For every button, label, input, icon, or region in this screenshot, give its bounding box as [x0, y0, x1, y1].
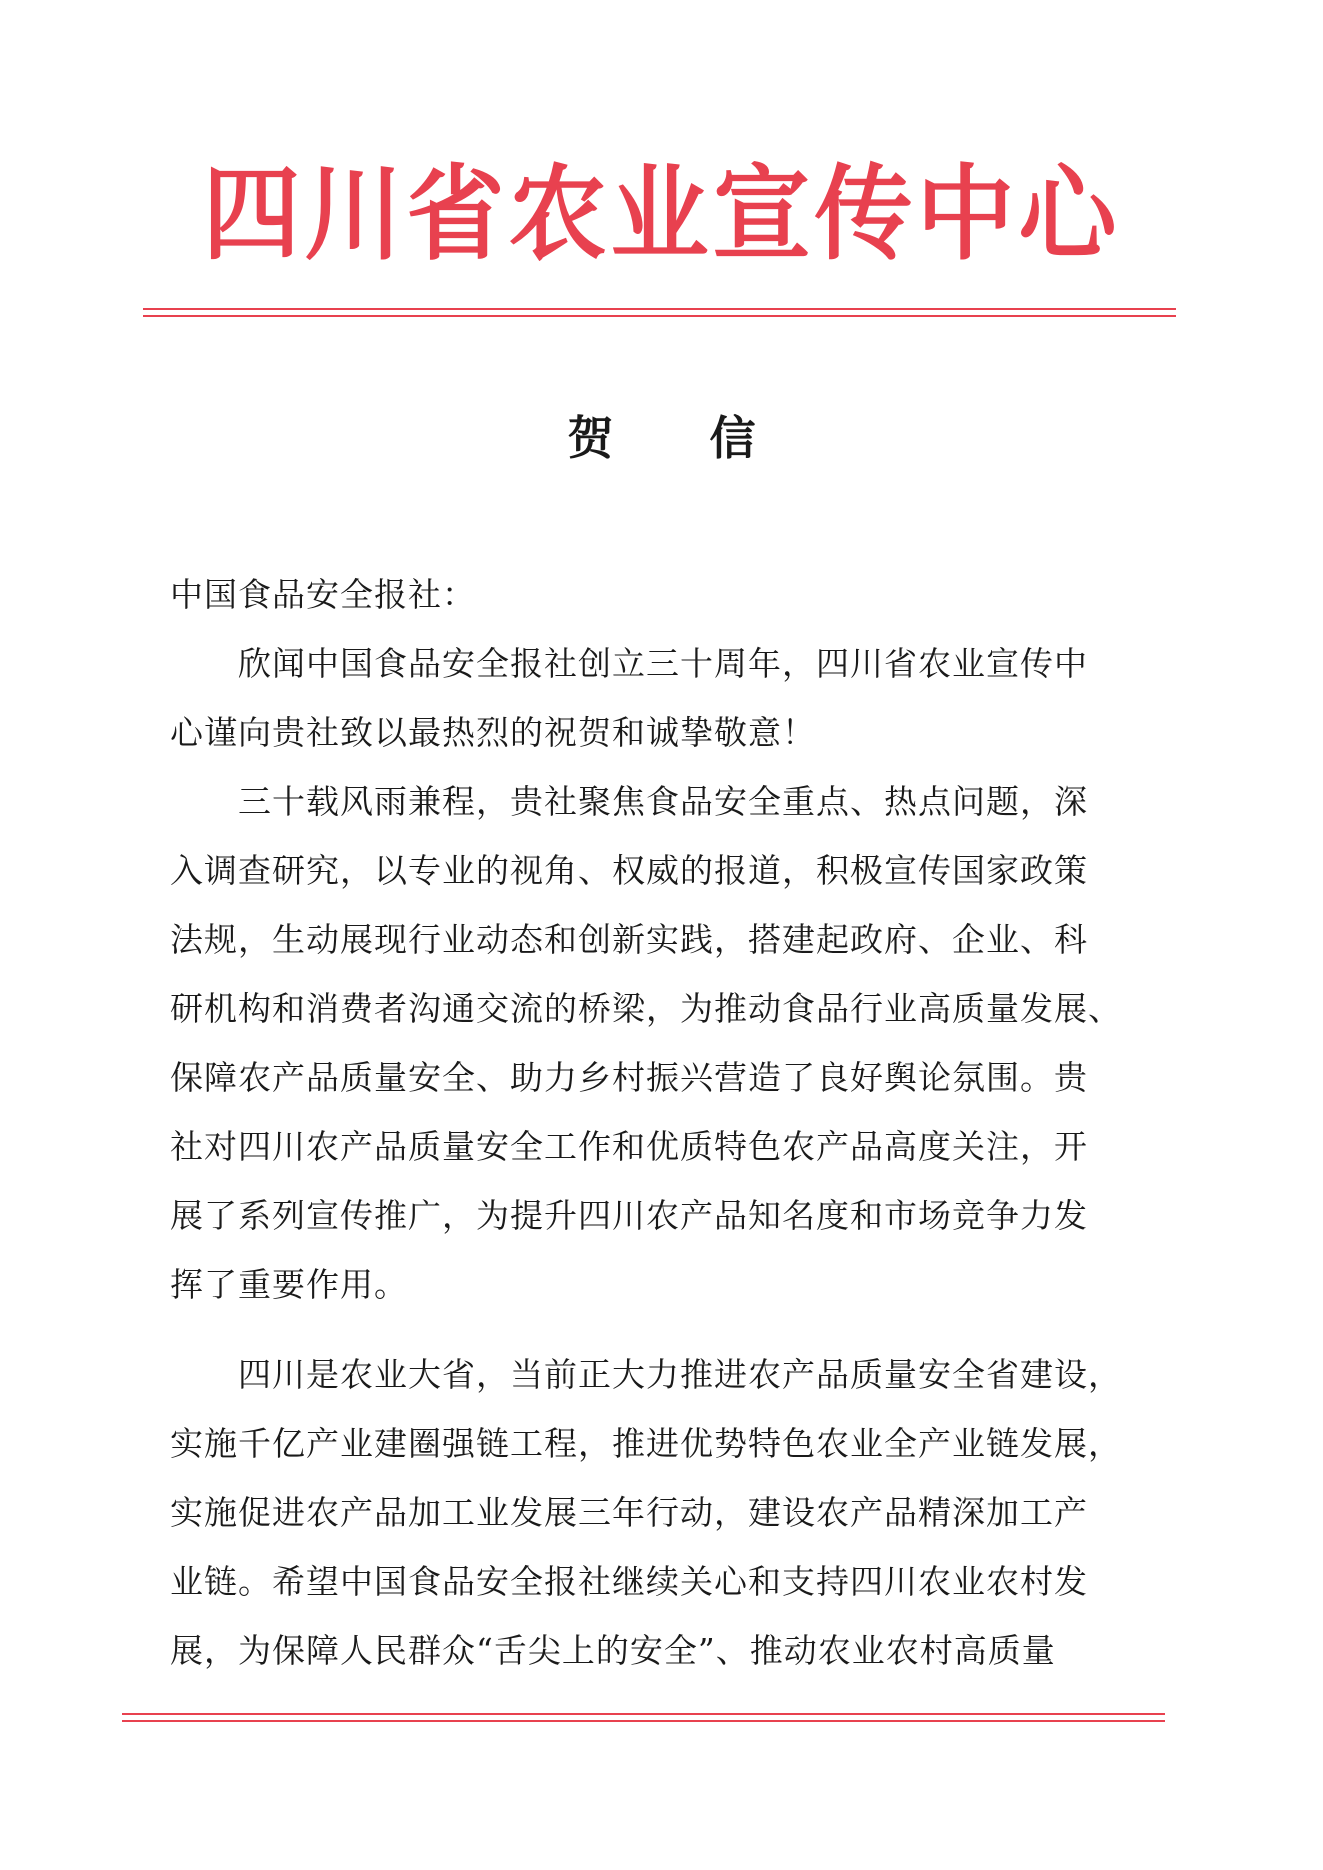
body-line: 心谨向贵社致以最热烈的祝贺和诚挚敬意！	[170, 713, 816, 752]
body-line: 研机构和消费者沟通交流的桥梁，为推动食品行业高质量发展、	[170, 989, 1122, 1028]
body-line: 社对四川农产品质量安全工作和优质特色农产品高度关注，开	[170, 1127, 1088, 1166]
body-line: 展，为保障人民群众“舌尖上的安全”、推动农业农村高质量	[170, 1631, 1056, 1670]
body-line: 四川是农业大省，当前正大力推进农产品质量安全省建设，	[170, 1355, 1122, 1394]
body-line: 展了系列宣传推广，为提升四川农产品知名度和市场竞争力发	[170, 1196, 1088, 1235]
body-line: 欣闻中国食品安全报社创立三十周年，四川省农业宣传中	[170, 644, 1088, 683]
body-line: 业链。希望中国食品安全报社继续关心和支持四川农业农村发	[170, 1562, 1088, 1601]
letterhead-double-rule-top	[143, 308, 1176, 317]
letterhead-organization: 四川省农业宣传中心	[202, 155, 1121, 275]
salutation: 中国食品安全报社：	[170, 575, 476, 614]
body-line: 挥了重要作用。	[170, 1265, 408, 1304]
body-line: 实施促进农产品加工业发展三年行动，建设农产品精深加工产	[170, 1493, 1088, 1532]
letter-title: 贺 信	[567, 411, 796, 465]
body-line: 入调查研究，以专业的视角、权威的报道，积极宣传国家政策	[170, 851, 1088, 890]
body-line: 三十载风雨兼程，贵社聚焦食品安全重点、热点问题，深	[170, 782, 1088, 821]
body-line: 实施千亿产业建圈强链工程，推进优势特色农业全产业链发展，	[170, 1424, 1122, 1463]
body-line: 法规，生动展现行业动态和创新实践，搭建起政府、企业、科	[170, 920, 1088, 959]
letterhead-double-rule-bottom	[122, 1713, 1165, 1722]
body-line: 保障农产品质量安全、助力乡村振兴营造了良好舆论氛围。贵	[170, 1058, 1088, 1097]
